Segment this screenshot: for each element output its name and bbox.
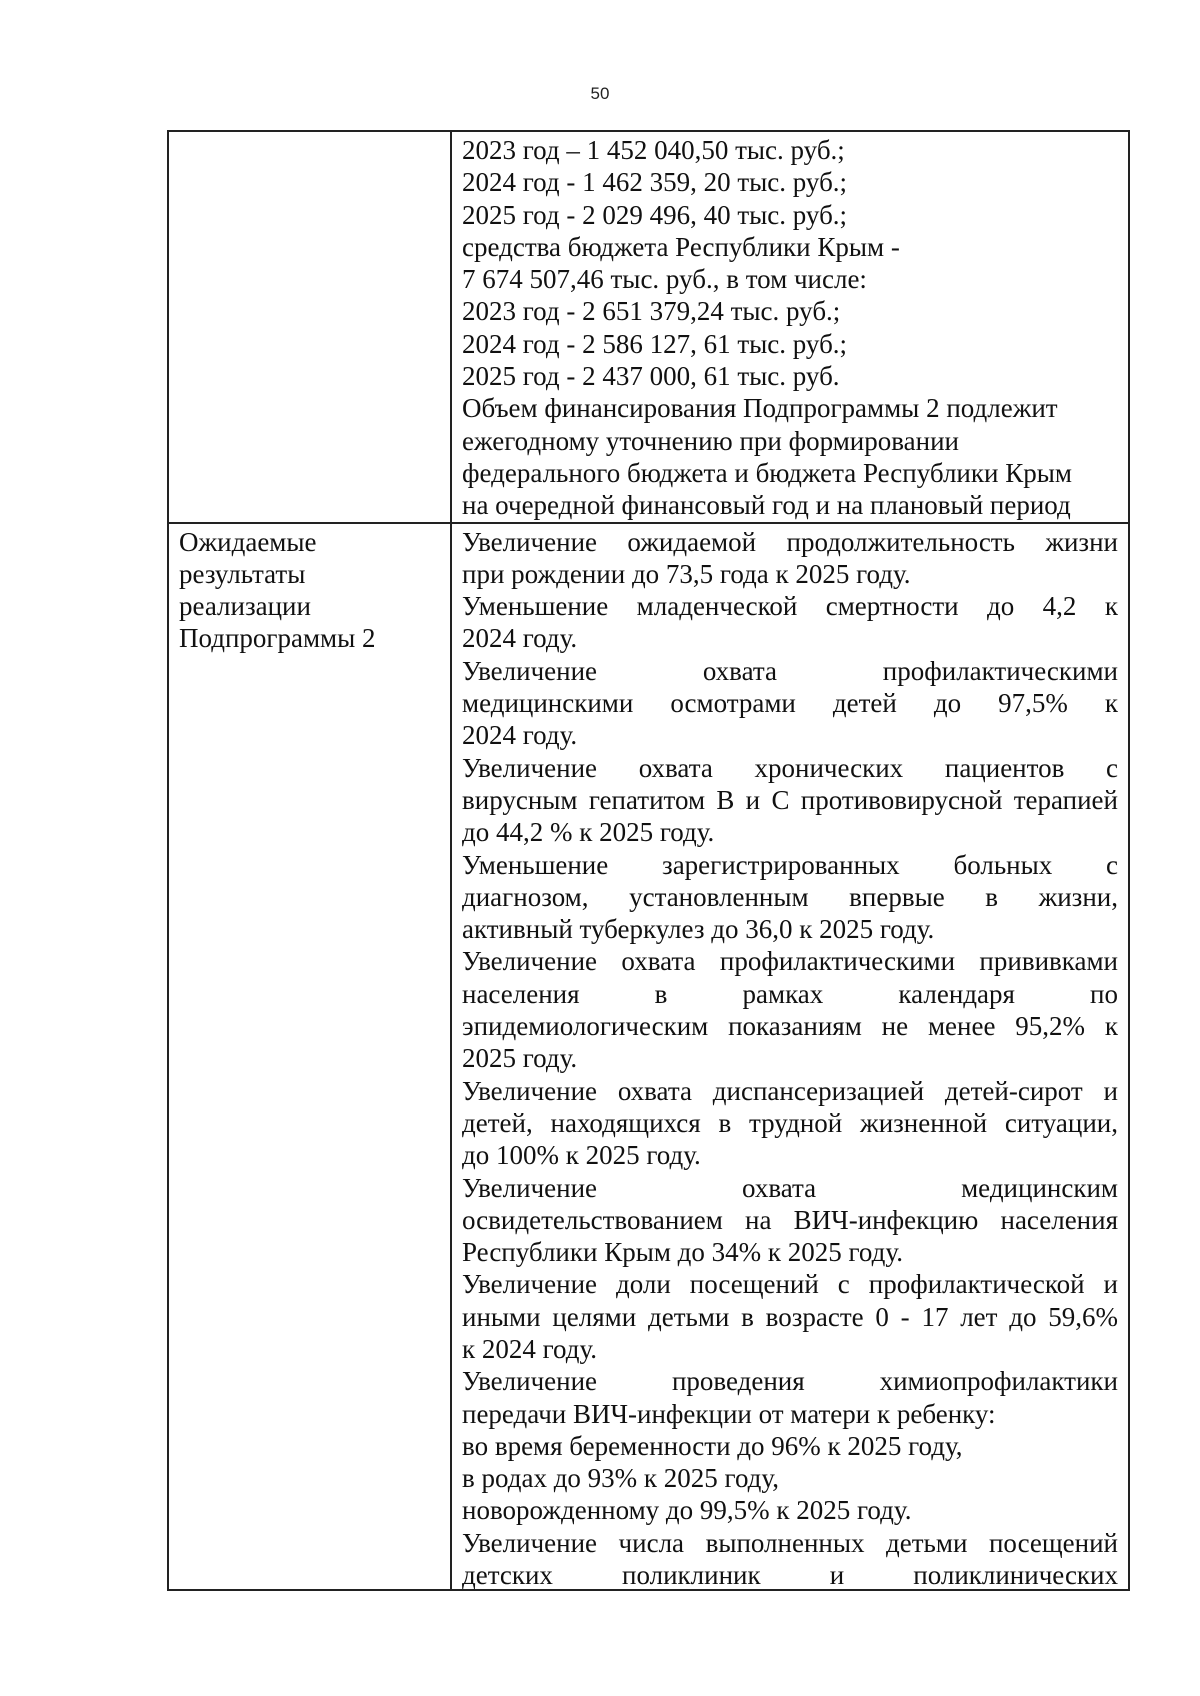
- result-line: диагнозом, установленным впервые в жизни,: [462, 881, 1118, 912]
- result-line: 2024 году.: [462, 623, 578, 654]
- result-line: Увеличение охвата диспансеризацией детей-сирот и: [462, 1075, 1118, 1106]
- text-line: федерального бюджета и бюджета Республики Крым: [462, 457, 1072, 488]
- result-line: освидетельствованием на ВИЧ-инфекцию населения: [462, 1204, 1118, 1235]
- text-line: ежегодному уточнению при формировании: [462, 425, 959, 456]
- result-line: новорожденному до 99,5% к 2025 году.: [462, 1495, 912, 1526]
- result-item: [462, 590, 1118, 655]
- result-line: детей, находящихся в трудной жизненной ситуации,: [462, 1107, 1118, 1138]
- subprogram-passport-table: [167, 130, 1130, 1591]
- text-line: Объем финансирования Подпрограммы 2 подлежит: [462, 393, 1058, 424]
- text-line: 2025 год - 2 029 496, 40 тыс. руб.;: [462, 199, 848, 230]
- result-item: [462, 526, 1118, 591]
- row-label-line: Ожидаемые: [179, 526, 317, 557]
- text-line: 7 674 507,46 тыс. руб., в том числе:: [462, 264, 867, 295]
- results-list: [462, 526, 1118, 1590]
- result-line: медицинскими осмотрами детей до 97,5% к: [462, 688, 1118, 719]
- text-line: 2024 год - 2 586 127, 61 тыс. руб.;: [462, 328, 848, 359]
- text-line: 2025 год - 2 437 000, 61 тыс. руб.: [462, 361, 840, 392]
- result-line: при рождении до 73,5 года к 2025 году.: [462, 558, 911, 589]
- text-line: средства бюджета Республики Крым -: [462, 231, 900, 262]
- result-line: до 100% к 2025 году.: [462, 1140, 701, 1171]
- result-line: в родах до 93% к 2025 году,: [462, 1463, 779, 1494]
- result-line: вирусным гепатитом В и С противовирусной терапией: [462, 784, 1118, 815]
- result-item: [462, 1268, 1118, 1365]
- result-line: Увеличение проведения химиопрофилактики: [462, 1366, 1118, 1397]
- result-line: 2025 году.: [462, 1043, 578, 1074]
- row2-label-cell: [168, 523, 451, 1591]
- result-line: Увеличение охвата медицинским: [462, 1172, 1118, 1203]
- result-line: Увеличение охвата профилактическими прививками: [462, 946, 1118, 977]
- row-label-line: результаты: [179, 558, 306, 589]
- result-line: к 2024 году.: [462, 1333, 598, 1364]
- result-line: Увеличение числа выполненных детьми посещений: [462, 1527, 1118, 1558]
- row-label-line: Подпрограммы 2: [179, 623, 376, 654]
- result-line: активный туберкулез до 36,0 к 2025 году.: [462, 914, 935, 945]
- row1-content-cell: [451, 131, 1129, 523]
- result-item: [462, 1172, 1118, 1269]
- page-number: 50: [590, 84, 610, 103]
- result-line: Республики Крым до 34% к 2025 году.: [462, 1237, 903, 1268]
- result-line: Увеличение охвата профилактическими: [462, 655, 1118, 686]
- result-item: [462, 1527, 1118, 1589]
- result-line: Увеличение ожидаемой продолжительность жизни: [462, 526, 1118, 557]
- result-item: [462, 655, 1118, 752]
- result-line: до 44,2 % к 2025 году.: [462, 817, 715, 848]
- result-line: передачи ВИЧ-инфекции от матери к ребенку:: [462, 1398, 996, 1429]
- table-row-expected-results: [168, 523, 1129, 1591]
- result-item: [462, 1075, 1118, 1172]
- text-line: 2023 год – 1 452 040,50 тыс. руб.;: [462, 135, 845, 165]
- row1-label-cell: [168, 131, 451, 523]
- text-line: на очередной финансовый год и на плановый период: [462, 490, 1071, 521]
- result-line: Увеличение доли посещений с профилактической и: [462, 1269, 1118, 1300]
- text-line: 2024 год - 1 462 359, 20 тыс. руб.;: [462, 167, 848, 198]
- result-item: [462, 1365, 1118, 1430]
- row2-content-cell: [451, 523, 1129, 1591]
- result-item: [462, 752, 1118, 849]
- table-row-financing: [168, 131, 1129, 523]
- result-line: детских поликлиник и поликлинических: [462, 1560, 1118, 1590]
- row-label-line: реализации: [179, 591, 311, 622]
- result-line: эпидемиологическим показаниям не менее 95,2% к: [462, 1011, 1118, 1042]
- result-line: Увеличение охвата хронических пациентов с: [462, 752, 1118, 783]
- result-line: Уменьшение младенческой смертности до 4,2 к: [462, 591, 1118, 622]
- result-line: 2024 году.: [462, 720, 578, 751]
- result-line: иными целями детьми в возрасте 0 - 17 лет до 59,6%: [462, 1301, 1118, 1332]
- result-item: [462, 945, 1118, 1074]
- result-item: [462, 849, 1118, 946]
- result-line: во время беременности до 96% к 2025 году,: [462, 1430, 963, 1461]
- result-line: населения в рамках календаря по: [462, 978, 1118, 1009]
- result-subitems: [462, 1430, 1118, 1527]
- result-line: Уменьшение зарегистрированных больных с: [462, 849, 1118, 880]
- text-line: 2023 год - 2 651 379,24 тыс. руб.;: [462, 296, 841, 327]
